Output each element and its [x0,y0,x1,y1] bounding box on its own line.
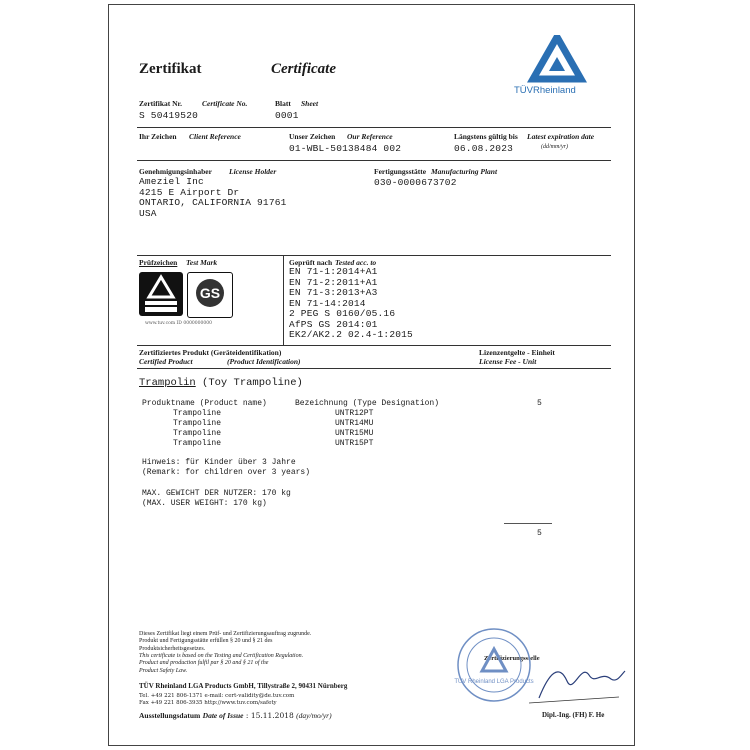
address-line: Ameziel Inc [139,176,204,187]
fee-label-de: Lizenzentgelte - Einheit [479,348,555,357]
standard-item: EN 71-1:2014+A1 [289,266,378,277]
our-ref-label-en: Our Reference [347,132,393,141]
sum-line [504,523,552,524]
test-mark-label-de: Prüfzeichen [139,258,178,267]
plant-value: 030-0000673702 [374,177,457,188]
product-label-de: Zertifiziertes Produkt (Geräteidentifikation) [139,348,282,357]
max-weight [142,489,291,509]
footer-company: TÜV Rheinland LGA Products GmbH, Tillystraße 2, 90431 Nürnberg [139,682,348,690]
footer-contact [139,693,294,707]
our-ref-value: 01-WBL-50138484 002 [289,143,402,154]
address-line: USA [139,207,157,219]
table-row: UNTR15PT [335,439,374,448]
test-mark-label-en: Test Mark [186,258,218,267]
tested-acc-label-en: Tested acc. to [335,258,377,267]
col-product-name: Produktname (Product name) [142,399,267,408]
weight-de: MAX. GEWICHT DER NUTZER: 170 kg [142,489,291,498]
address-line: ONTARIO, CALIFORNIA 91761 [139,197,287,208]
table-row: Trampoline [173,419,222,428]
remark-en: (Remark: for children over 3 years) [142,468,311,477]
standard-item: 2 PEG S 0160/05.16 [289,308,396,319]
divider [137,127,611,128]
tested-acc-label-de: Geprüft nach [289,258,333,267]
total-fee-value: 5 [537,529,542,538]
type-designations-list [335,409,373,449]
product-label-en-b: (Product Identification) [227,357,301,366]
seal-text: TÜV Rheinland LGA Products [454,679,534,685]
title-en: Certificate [271,61,336,77]
license-holder-label-en: License Holder [229,167,277,176]
divider [283,255,284,345]
sheet-label-en: Sheet [301,99,319,108]
expiry-value: 06.08.2023 [454,143,514,154]
sheet-value: 0001 [275,110,299,121]
divider [137,255,611,256]
table-row: UNTR15MU [335,429,374,438]
product-label-en-a: Certified Product [139,357,193,366]
col-type-designation: Bezeichnung (Type Designation) [295,399,440,408]
cert-no-label-en: Certificate No. [202,99,248,108]
title-de: Zertifikat [139,61,202,77]
table-row: Trampoline [173,429,222,438]
plant-label-de: Fertigungsstätte [374,167,427,176]
table-row: Trampoline [173,439,222,448]
product-name: Trampolin (Toy Trampoline) [139,377,303,389]
issue-date: Ausstellungsdatum Date of Issue : 15.11.2018 (day/mo/yr) [139,711,332,720]
signature-label: Dipl.-Ing. (FH) F. He [542,711,605,719]
tuv-logo-icon [527,35,587,83]
legal-line: Produktsicherheitsgesetzes. [139,645,206,652]
our-ref-label-de: Unser Zeichen [289,132,336,141]
remark-de: Hinweis: für Kinder über 3 Jahre [142,458,296,467]
legal-line: Produkt und Fertigungsstätte erfüllen § 20 und § 21 des [139,638,273,645]
table-row: UNTR12PT [335,409,374,418]
license-holder-address [139,177,287,219]
standard-item: EN 71-2:2011+A1 [289,276,378,288]
footer-legal-de [139,631,311,653]
standard-item: EN 71-14:2014 [289,297,366,309]
product-names-list [173,409,221,449]
tuv-test-mark-icon [139,272,183,316]
certbody-label: Zertifizierungsstelle [484,655,540,662]
age-remark [142,458,310,478]
fee-label-en: License Fee - Unit [479,357,537,366]
standard-item: AfPS GS 2014:01 [289,318,378,330]
seal-stamp-icon [454,625,534,705]
standards-list [289,267,413,341]
client-ref-label-en: Client Reference [189,132,241,141]
footer-legal-en [139,653,303,675]
table-row: UNTR14MU [335,419,374,428]
expiry-label-de: Längstens gültig bis [454,132,518,141]
contact-tel: Tel. +49 221 806-1371 e-mail: cert-validity@de.tuv.com [139,693,295,699]
standard-item: EK2/AK2.2 02.4-1:2015 [289,329,413,340]
weight-en: (MAX. USER WEIGHT: 170 kg) [142,499,267,508]
signature-icon [529,653,629,708]
expiry-label-en: Latest expiration date [527,132,595,141]
legal-line: This certificate is based on the Testing and Certification Regulation. [139,653,304,659]
gs-mark-icon [187,272,233,318]
address-line: 4215 E Airport Dr [139,186,240,198]
mark-id: www.tuv.com ID 0000000000 [145,321,212,326]
cert-no-label-de: Zertifikat Nr. [139,99,183,108]
table-row: Trampoline [173,409,222,418]
certificate-page [108,4,635,746]
contact-fax: Fax +49 221 806-3935 http://www.tuv.com/safety [139,700,277,706]
cert-no-value: S 50419520 [139,110,199,121]
license-holder-label-de: Genehmigungsinhaber [139,167,212,176]
gs-mark-text: GS [199,285,221,301]
divider [137,345,611,346]
legal-line: Product and production fulfil par § 20 and § 21 of the [139,660,269,667]
expiry-format: (dd/mm/yr) [541,144,568,150]
client-ref-label-de: Ihr Zeichen [139,132,177,141]
divider [137,368,611,369]
legal-line: Dieses Zertifikat liegt einem Prüf- und Zertifizierungsauftrag zugrunde. [139,631,312,637]
fee-value: 5 [537,399,542,408]
standard-item: EN 71-3:2013+A3 [289,287,378,298]
legal-line: Product Safety Law. [139,667,188,674]
brand-name: TÜVRheinland [514,85,576,96]
divider [137,160,611,161]
sheet-label-de: Blatt [275,99,291,108]
plant-label-en: Manufacturing Plant [431,167,498,176]
